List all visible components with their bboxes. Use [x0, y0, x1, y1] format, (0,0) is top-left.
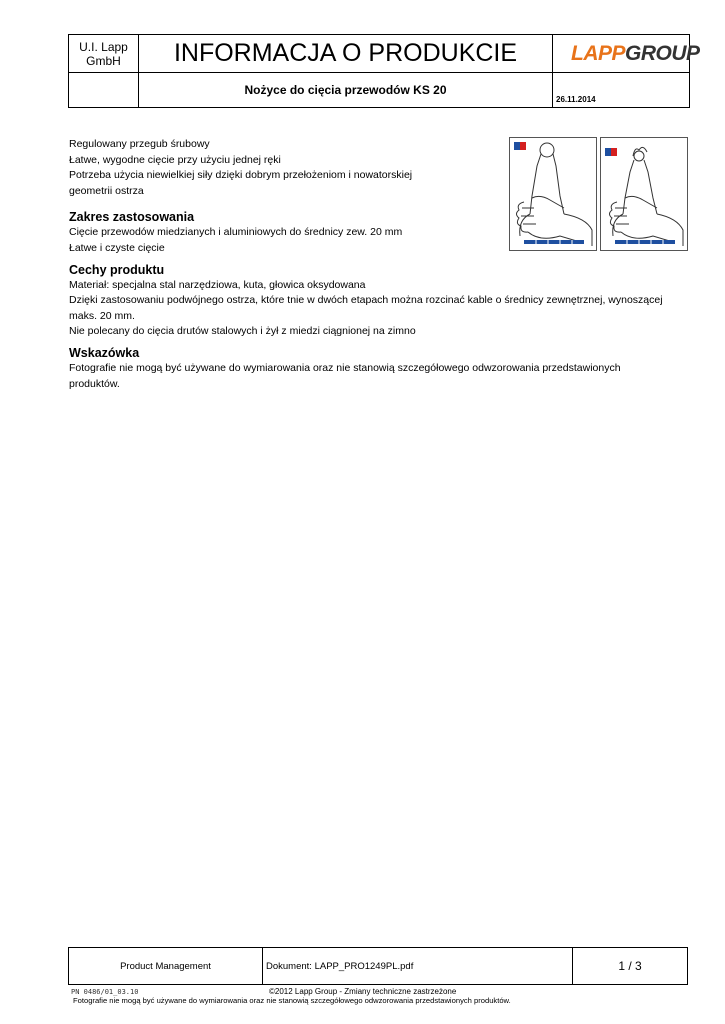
section-line: Nie polecany do cięcia drutów stalowych i żył z miedzi ciągnionej na zimno — [69, 325, 416, 338]
page-number: 1 / 3 — [618, 959, 642, 973]
footer-disclaimer: Fotografie nie mogą być używane do wymiarowania oraz nie stanowią szczegółowego odwzorowania przedstawionych produktów. — [73, 996, 511, 1005]
section-features — [69, 262, 691, 340]
company-name: U.I. Lapp GmbH — [69, 35, 139, 73]
section-line: Cięcie przewodów miedzianych i aluminiowych do średnicy zew. 20 mm — [69, 226, 403, 239]
section-line: maks. 20 mm. — [69, 309, 135, 322]
product-illustration — [509, 137, 689, 251]
hand-holding-cutter-icon — [510, 138, 596, 250]
logo-wordmark: LAPPGROUP — [571, 41, 700, 65]
intro-line: Potrzeba użycia niewielkiej siły dzięki dobrym przełożeniom i nowatorskiej — [69, 169, 413, 182]
product-name: Nożyce do cięcia przewodów KS 20 — [139, 73, 553, 107]
hand-holding-cutter-icon — [601, 138, 687, 250]
illustration-panel — [600, 137, 688, 251]
intro-line: geometrii ostrza — [69, 184, 144, 197]
footer-department: Product Management — [69, 948, 263, 984]
header-table — [68, 34, 700, 108]
intro-line: Regulowany przegub śrubowy — [69, 138, 210, 150]
intro-line: Łatwe, wygodne cięcie przy użyciu jednej ręki — [69, 153, 281, 166]
section-line: Łatwe i czyste cięcie — [69, 241, 165, 254]
section-heading: Cechy produktu — [69, 262, 165, 277]
section-line: Fotografie nie mogą być używane do wymiarowania oraz nie stanowią szczegółowego odwzorowania przedstawionych — [69, 361, 621, 374]
section-note — [69, 345, 691, 392]
footer-document-name: Dokument: LAPP_PRO1249PL.pdf — [263, 948, 573, 984]
section-heading: Zakres zastosowania — [69, 210, 195, 225]
header-empty-cell — [69, 73, 139, 107]
intro-list — [69, 137, 469, 199]
document-date: 26.11.2014 — [556, 95, 596, 104]
form-number: PN 0486/01_03.10 — [71, 988, 139, 996]
illustration-panel — [509, 137, 597, 251]
section-line: produktów. — [69, 377, 120, 390]
lapp-group-logo — [553, 35, 700, 73]
page-title: INFORMACJA O PRODUKCIE — [139, 35, 553, 73]
footer-table — [68, 947, 688, 985]
section-heading: Wskazówka — [69, 345, 140, 360]
copyright-note: ©2012 Lapp Group - Zmiany techniczne zastrzeżone — [269, 987, 457, 996]
section-line: Materiał: specjalna stal narzędziowa, kuta, głowica oksydowana — [69, 278, 366, 291]
section-line: Dzięki zastosowaniu podwójnego ostrza, które tnie w dwóch etapach można rozcinać kable o średnicy zewnętrznej, wynoszącej — [69, 294, 663, 307]
